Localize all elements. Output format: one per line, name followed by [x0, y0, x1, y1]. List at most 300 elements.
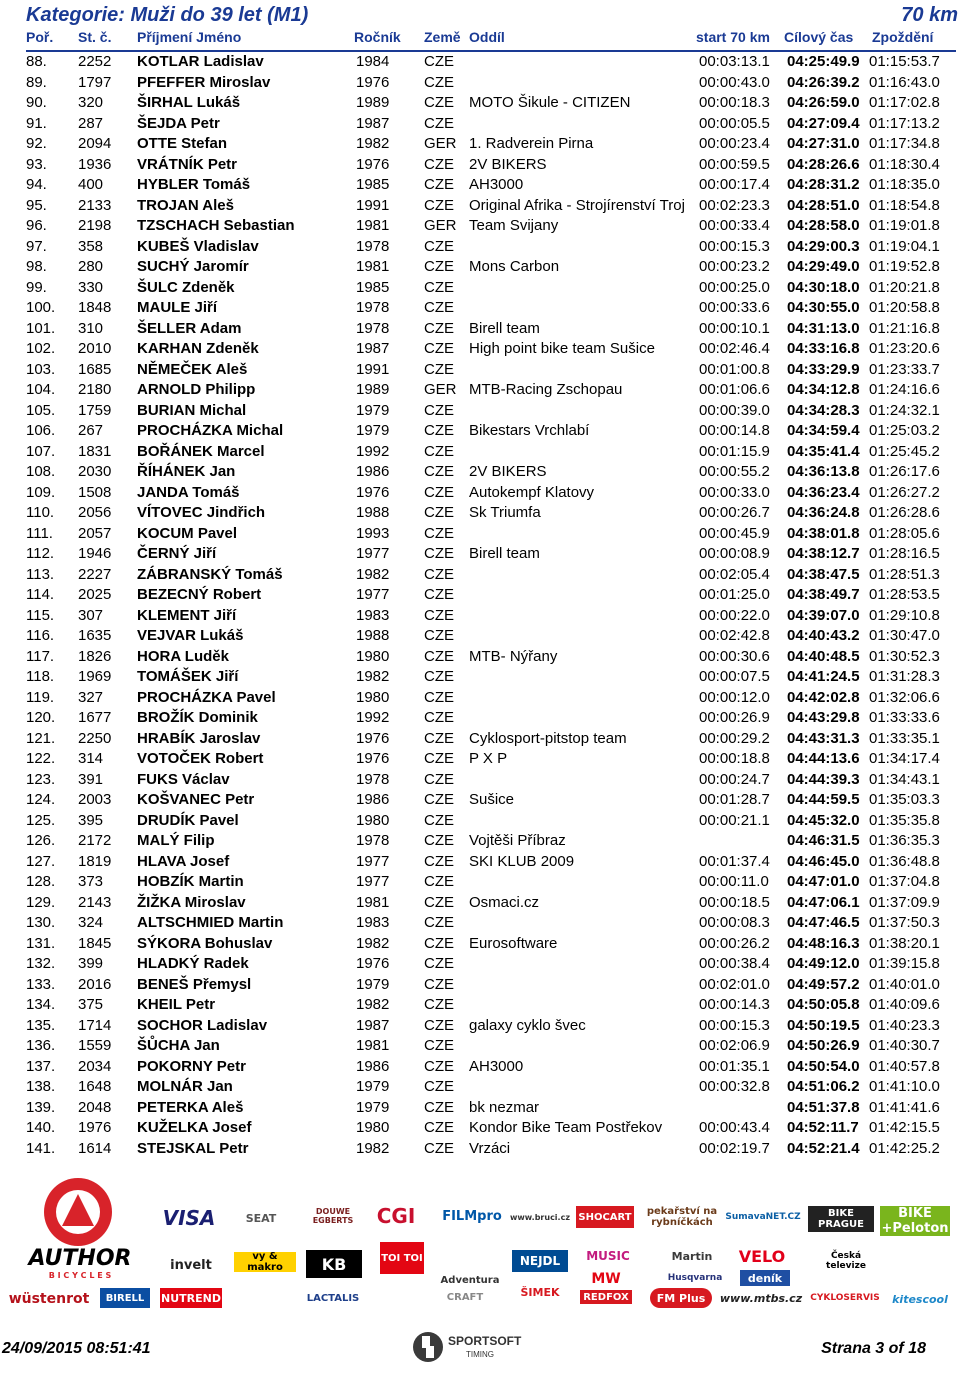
- cell-bib: 1845: [78, 934, 112, 952]
- cell-name: BEZECNÝ Robert: [137, 586, 262, 603]
- cell-nation: CZE: [424, 1098, 454, 1116]
- cell-position: 113.: [26, 565, 55, 583]
- bikepeloton-logo: BIKE +Peloton: [881, 1206, 949, 1236]
- cell-finish: 04:29:00.3: [787, 237, 860, 255]
- table-row: [26, 708, 960, 729]
- table-row: [26, 647, 960, 668]
- cell-nation: CZE: [424, 688, 454, 706]
- cell-bib: 373: [78, 873, 104, 890]
- cell-finish: 04:47:06.1: [787, 893, 860, 911]
- cell-year: 1982: [356, 565, 390, 583]
- table-row: [26, 1036, 960, 1057]
- cell-start: 00:00:15.3: [699, 1016, 770, 1034]
- cell-position: 138.: [26, 1078, 56, 1095]
- cell-position: 127.: [26, 852, 56, 870]
- cell-gap: 01:18:30.4: [869, 155, 940, 173]
- ceska-televize-logo: Česká televize: [826, 1251, 866, 1271]
- cell-position: 139.: [26, 1098, 56, 1116]
- cell-finish: 04:40:48.5: [787, 647, 860, 665]
- cell-nation: CZE: [424, 627, 454, 644]
- cell-position: 141.: [26, 1139, 56, 1157]
- cell-name: HRABÍK Jaroslav: [137, 729, 261, 747]
- cell-name: KLEMENT Jiří: [137, 606, 237, 624]
- cell-finish: 04:49:12.0: [787, 955, 860, 972]
- invelt-logo: invelt: [170, 1257, 212, 1273]
- table-row: [26, 831, 960, 852]
- cell-year: 1987: [356, 114, 390, 132]
- table-row: [26, 852, 960, 873]
- martin-logo: Martin: [671, 1249, 713, 1263]
- cell-position: 88.: [26, 53, 47, 70]
- cell-year: 1981: [356, 258, 390, 275]
- cell-start: 00:00:26.9: [699, 709, 770, 726]
- cell-year: 1987: [356, 1016, 390, 1034]
- table-row: [26, 872, 960, 893]
- table-row: [26, 893, 960, 914]
- table-row: [26, 298, 960, 319]
- cell-position: 103.: [26, 360, 56, 378]
- cell-bib: 330: [78, 278, 104, 296]
- cell-start: 00:02:01.0: [699, 975, 770, 993]
- cell-year: 1976: [356, 483, 390, 501]
- husqvarna-logo: Husqvarna: [667, 1273, 723, 1283]
- table-row: [26, 729, 960, 750]
- table-row: [26, 442, 960, 463]
- cell-year: 1981: [356, 893, 390, 911]
- cell-nation: CZE: [424, 852, 454, 870]
- table-row: [26, 524, 960, 545]
- cell-bib: 2198: [78, 217, 112, 234]
- cell-name: HLADKÝ Radek: [137, 955, 249, 972]
- cell-name: STEJSKAL Petr: [137, 1139, 249, 1157]
- cell-club: Sk Triumfa: [469, 504, 541, 521]
- cell-bib: 1685: [78, 360, 112, 378]
- cell-year: 1979: [356, 1078, 390, 1095]
- table-row: [26, 749, 960, 770]
- cell-finish: 04:26:59.0: [787, 94, 860, 111]
- cell-gap: 01:20:21.8: [869, 278, 940, 296]
- cell-finish: 04:31:13.0: [787, 319, 860, 337]
- table-row: [26, 421, 960, 442]
- cell-position: 126.: [26, 832, 56, 849]
- cell-finish: 04:25:49.9: [787, 53, 860, 70]
- cell-position: 96.: [26, 217, 47, 234]
- cell-gap: 01:31:28.3: [869, 668, 940, 685]
- cell-year: 1988: [356, 627, 390, 644]
- cell-year: 1976: [356, 955, 390, 972]
- cell-nation: CZE: [424, 1119, 454, 1136]
- cell-bib: 2227: [78, 565, 112, 583]
- page-number: Strana 3 of 18: [821, 1340, 926, 1357]
- cell-nation: CZE: [424, 114, 454, 132]
- cell-nation: CZE: [424, 1078, 454, 1095]
- cell-club: High point bike team Sušice: [469, 340, 655, 357]
- table-row: [26, 52, 960, 73]
- cell-name: HORA Luděk: [137, 647, 229, 665]
- cell-year: 1977: [356, 586, 390, 603]
- cell-year: 1976: [356, 729, 390, 747]
- cell-nation: CZE: [424, 791, 454, 808]
- cell-finish: 04:28:58.0: [787, 217, 860, 234]
- pekarstvi-logo: pekařství na rybníčkách: [646, 1206, 718, 1228]
- cell-club: Kondor Bike Team Postřekov: [469, 1119, 663, 1136]
- cell-position: 106.: [26, 422, 56, 439]
- cell-name: DRUDÍK Pavel: [137, 811, 239, 829]
- cell-name: FUKS Václav: [137, 770, 230, 788]
- cell-name: OTTE Stefan: [137, 135, 228, 152]
- cell-name: VOTOČEK Robert: [137, 750, 264, 767]
- table-row: [26, 175, 960, 196]
- cell-nation: CZE: [424, 893, 454, 911]
- sportsoft-sub: TIMING: [466, 1350, 494, 1359]
- cell-position: 134.: [26, 996, 56, 1013]
- cell-start: 00:01:15.9: [699, 442, 770, 460]
- cykloservis-logo: CYKLOSERVIS: [810, 1293, 880, 1303]
- table-row: [26, 73, 960, 94]
- cell-nation: CZE: [424, 422, 454, 439]
- cell-position: 109.: [26, 483, 56, 501]
- cell-bib: 1759: [78, 401, 112, 419]
- cell-start: 00:00:21.1: [699, 811, 770, 829]
- cell-position: 122.: [26, 750, 56, 767]
- category-header: [26, 4, 960, 29]
- cell-year: 1991: [356, 196, 390, 214]
- cell-position: 97.: [26, 237, 47, 255]
- cell-nation: CZE: [424, 709, 454, 726]
- cell-bib: 2034: [78, 1057, 112, 1075]
- cell-start: 00:00:39.0: [699, 401, 770, 419]
- cell-gap: 01:25:45.2: [869, 442, 940, 460]
- cell-bib: 391: [78, 770, 104, 788]
- cell-nation: CZE: [424, 53, 454, 70]
- cell-name: KOŠVANEC Petr: [137, 791, 255, 808]
- cell-nation: CZE: [424, 832, 454, 849]
- cell-position: 118.: [26, 668, 55, 685]
- cell-year: 1983: [356, 606, 390, 624]
- table-row: [26, 954, 960, 975]
- cell-position: 91.: [26, 114, 47, 132]
- cell-club: SKI KLUB 2009: [469, 852, 575, 870]
- cell-year: 1984: [356, 53, 390, 70]
- cell-finish: 04:50:26.9: [787, 1037, 860, 1054]
- cell-club: Vrzáci: [469, 1139, 511, 1157]
- cell-year: 1977: [356, 873, 390, 890]
- cell-year: 1977: [356, 852, 390, 870]
- cell-name: HLAVA Josef: [137, 852, 230, 870]
- cell-gap: 01:40:23.3: [869, 1016, 940, 1034]
- cell-position: 89.: [26, 73, 47, 91]
- cell-position: 100.: [26, 299, 56, 316]
- cell-club: Birell team: [469, 545, 540, 562]
- cell-position: 135.: [26, 1016, 56, 1034]
- cell-club: Original Afrika - Strojírenství Troj: [469, 196, 685, 214]
- cell-finish: 04:38:12.7: [787, 545, 860, 562]
- cell-gap: 01:16:43.0: [869, 73, 940, 91]
- cell-name: PROCHÁZKA Michal: [137, 422, 284, 439]
- cell-bib: 1508: [78, 483, 112, 501]
- cell-finish: 04:34:28.3: [787, 401, 860, 419]
- cell-bib: 375: [78, 996, 104, 1013]
- cell-start: 00:00:55.2: [699, 463, 770, 480]
- wustenrot-logo: wüstenrot: [8, 1291, 90, 1307]
- cell-finish: 04:44:13.6: [787, 750, 860, 767]
- makro-logo: vy & makro: [234, 1252, 296, 1272]
- cell-gap: 01:17:02.8: [869, 94, 940, 111]
- cell-gap: 01:39:15.8: [869, 955, 940, 972]
- cell-name: NĚMEČEK Aleš: [137, 360, 248, 378]
- cell-year: 1980: [356, 688, 390, 706]
- cell-year: 1991: [356, 360, 390, 378]
- cell-name: PETERKA Aleš: [137, 1098, 244, 1116]
- cell-start: 00:00:30.6: [699, 647, 770, 665]
- cell-finish: 04:40:43.2: [787, 627, 860, 644]
- cell-gap: 01:26:27.2: [869, 483, 940, 501]
- cell-year: 1981: [356, 217, 390, 234]
- cell-gap: 01:19:04.1: [869, 237, 940, 255]
- cell-bib: 2252: [78, 53, 112, 70]
- cell-start: 00:02:23.3: [699, 196, 770, 214]
- cell-start: 00:00:18.5: [699, 893, 770, 911]
- table-row: [26, 483, 960, 504]
- cell-bib: 2094: [78, 135, 112, 152]
- cell-name: ČERNÝ Jiří: [137, 545, 217, 562]
- cell-club: MTB- Nýřany: [469, 647, 558, 665]
- cell-start: 00:00:32.8: [699, 1078, 770, 1095]
- cell-finish: 04:44:59.5: [787, 791, 860, 808]
- cell-gap: 01:28:05.6: [869, 524, 940, 542]
- cell-name: MAULE Jiří: [137, 299, 218, 316]
- table-row: [26, 278, 960, 299]
- cell-start: 00:01:28.7: [699, 791, 770, 808]
- velo-logo: VELO: [738, 1246, 786, 1266]
- cell-finish: 04:51:06.2: [787, 1078, 860, 1095]
- cell-start: 00:00:43.4: [699, 1119, 770, 1136]
- cell-gap: 01:26:17.6: [869, 463, 940, 480]
- cell-start: 00:01:25.0: [699, 586, 770, 603]
- cell-bib: 1819: [78, 852, 112, 870]
- table-row: [26, 257, 960, 278]
- cell-bib: 1969: [78, 668, 112, 685]
- cell-nation: CZE: [424, 545, 454, 562]
- cell-position: 95.: [26, 196, 47, 214]
- table-row: [26, 462, 960, 483]
- cell-gap: 01:20:58.8: [869, 299, 940, 316]
- cell-bib: 2025: [78, 586, 112, 603]
- table-row: [26, 770, 960, 791]
- cell-start: 00:00:17.4: [699, 176, 770, 193]
- cell-name: HYBLER Tomáš: [137, 176, 251, 193]
- cell-bib: 2003: [78, 791, 112, 808]
- cell-club: Mons Carbon: [469, 258, 560, 275]
- cell-finish: 04:27:31.0: [787, 135, 860, 152]
- cell-nation: CZE: [424, 401, 454, 419]
- cell-name: KARHAN Zdeněk: [137, 340, 259, 357]
- cell-finish: 04:29:49.0: [787, 258, 860, 275]
- douwe-logo: DOUWE EGBERTS: [312, 1207, 354, 1225]
- cell-name: KOCUM Pavel: [137, 524, 238, 542]
- cell-gap: 01:41:10.0: [869, 1078, 940, 1095]
- cell-finish: 04:43:29.8: [787, 709, 860, 726]
- cell-bib: 287: [78, 114, 104, 132]
- cell-nation: GER: [424, 135, 457, 152]
- cell-name: ŠULC Zdeněk: [137, 278, 235, 296]
- nejdl-logo: NEJDL: [512, 1250, 568, 1272]
- cell-gap: 01:18:54.8: [869, 196, 940, 214]
- col-name: Příjmení Jméno: [137, 29, 242, 45]
- cell-bib: 2056: [78, 504, 112, 521]
- cell-finish: 04:35:41.4: [787, 442, 860, 460]
- cell-start: 00:01:35.1: [699, 1057, 770, 1075]
- table-row: [26, 1139, 960, 1160]
- cell-bib: 399: [78, 955, 104, 972]
- cell-position: 90.: [26, 94, 47, 111]
- cell-finish: 04:47:01.0: [787, 873, 860, 890]
- cell-name: ALTSCHMIED Martin: [137, 914, 284, 931]
- cell-bib: 2010: [78, 340, 112, 357]
- cell-finish: 04:44:39.3: [787, 770, 860, 788]
- table-row: [26, 237, 960, 258]
- cell-gap: 01:37:50.3: [869, 914, 940, 931]
- cell-position: 115.: [26, 606, 55, 624]
- cell-start: 00:02:19.7: [699, 1139, 770, 1157]
- bruci-logo: www.bruci.cz: [510, 1212, 570, 1222]
- cell-finish: 04:36:13.8: [787, 463, 860, 480]
- cell-nation: CZE: [424, 606, 454, 624]
- cell-position: 92.: [26, 135, 47, 152]
- cell-bib: 2016: [78, 975, 112, 993]
- cell-name: TZSCHACH Sebastian: [137, 217, 295, 234]
- author-logo: AUTHOR: [28, 1245, 132, 1271]
- cell-finish: 04:26:39.2: [787, 73, 860, 91]
- cell-name: POKORNY Petr: [137, 1057, 246, 1075]
- cell-nation: CZE: [424, 770, 454, 788]
- cell-position: 98.: [26, 258, 47, 275]
- cell-nation: CZE: [424, 586, 454, 603]
- cell-year: 1980: [356, 1119, 390, 1136]
- cell-start: 00:00:59.5: [699, 155, 770, 173]
- cell-position: 120.: [26, 709, 56, 726]
- cell-bib: 1677: [78, 709, 112, 726]
- music-logo: MUSIC: [586, 1249, 630, 1263]
- cell-start: 00:00:26.7: [699, 504, 770, 521]
- cell-year: 1986: [356, 1057, 390, 1075]
- cell-nation: CZE: [424, 278, 454, 296]
- kb-logo: KB: [306, 1250, 362, 1278]
- cell-year: 1992: [356, 709, 390, 726]
- cell-gap: 01:42:25.2: [869, 1139, 940, 1157]
- cell-finish: 04:28:31.2: [787, 176, 860, 193]
- cell-finish: 04:52:11.7: [787, 1119, 859, 1136]
- cell-gap: 01:25:03.2: [869, 422, 940, 439]
- cell-start: 00:00:15.3: [699, 237, 770, 255]
- sportsoft-brand: SPORTSOFT: [448, 1334, 522, 1348]
- cell-gap: 01:24:16.6: [869, 381, 940, 398]
- cell-nation: CZE: [424, 176, 454, 193]
- birell-logo: BIRELL: [100, 1288, 150, 1308]
- table-row: [26, 934, 960, 955]
- cell-start: 00:02:05.4: [699, 565, 770, 583]
- cell-nation: CZE: [424, 565, 454, 583]
- cell-start: 00:03:13.1: [699, 53, 770, 70]
- cell-position: 112.: [26, 545, 55, 562]
- cell-name: SÝKORA Bohuslav: [137, 934, 273, 952]
- cell-club: 2V BIKERS: [469, 463, 547, 480]
- table-row: [26, 1077, 960, 1098]
- cell-bib: 320: [78, 94, 104, 111]
- cell-year: 1985: [356, 176, 390, 193]
- cell-finish: 04:39:07.0: [787, 606, 860, 624]
- cell-name: ŠŮCHA Jan: [137, 1037, 220, 1054]
- cell-club: 2V BIKERS: [469, 155, 547, 173]
- cell-nation: CZE: [424, 668, 454, 685]
- denik-logo: deník: [740, 1270, 790, 1286]
- table-row: [26, 667, 960, 688]
- cell-name: PFEFFER Miroslav: [137, 73, 271, 91]
- col-gap: Zpoždění: [872, 29, 934, 45]
- cell-club: Cyklosport-pitstop team: [469, 729, 627, 747]
- cell-finish: 04:41:24.5: [787, 668, 860, 685]
- cell-bib: 2143: [78, 893, 112, 911]
- cell-nation: CZE: [424, 258, 454, 275]
- cell-year: 1982: [356, 135, 390, 152]
- cell-position: 99.: [26, 278, 47, 296]
- cell-position: 132.: [26, 955, 56, 972]
- cell-gap: 01:23:20.6: [869, 340, 940, 357]
- cell-position: 105.: [26, 401, 56, 419]
- cell-nation: CZE: [424, 463, 454, 480]
- seat-logo: SEAT: [245, 1211, 277, 1225]
- cell-start: 00:00:18.8: [699, 750, 770, 767]
- cell-position: 116.: [26, 627, 55, 644]
- cell-position: 101.: [26, 319, 56, 337]
- cell-position: 140.: [26, 1119, 56, 1136]
- cell-bib: 1635: [78, 627, 112, 644]
- cell-bib: 2133: [78, 196, 112, 214]
- cell-gap: 01:37:09.9: [869, 893, 940, 911]
- cell-bib: 1976: [78, 1119, 112, 1136]
- table-row: [26, 319, 960, 340]
- fmplus-logo: FM Plus: [650, 1288, 712, 1308]
- cell-gap: 01:36:35.3: [869, 832, 940, 849]
- cell-start: 00:00:07.5: [699, 668, 770, 685]
- cell-finish: 04:51:37.8: [787, 1098, 860, 1116]
- cell-nation: CZE: [424, 647, 454, 665]
- cell-finish: 04:48:16.3: [787, 934, 860, 952]
- cell-position: 119.: [26, 688, 55, 706]
- cell-finish: 04:38:47.5: [787, 565, 860, 583]
- cell-year: 1977: [356, 545, 390, 562]
- sumava-logo: SumavaNET.CZ: [725, 1212, 801, 1222]
- cell-year: 1980: [356, 811, 390, 829]
- cell-year: 1982: [356, 668, 390, 685]
- cell-nation: CZE: [424, 442, 454, 460]
- cell-bib: 1946: [78, 545, 112, 562]
- cgi-logo: CGI: [376, 1204, 416, 1228]
- cell-finish: 04:33:16.8: [787, 340, 860, 357]
- cell-nation: CZE: [424, 319, 454, 337]
- cell-year: 1986: [356, 463, 390, 480]
- col-nation: Země: [424, 29, 461, 45]
- cell-name: ŠELLER Adam: [137, 319, 242, 337]
- cell-nation: CZE: [424, 1139, 454, 1157]
- cell-gap: 01:28:16.5: [869, 545, 940, 562]
- cell-nation: CZE: [424, 155, 454, 173]
- cell-position: 121.: [26, 729, 56, 747]
- cell-year: 1979: [356, 401, 390, 419]
- cell-nation: CZE: [424, 996, 454, 1013]
- cell-gap: 01:17:13.2: [869, 114, 940, 132]
- adventura-logo: Adventura: [440, 1274, 500, 1286]
